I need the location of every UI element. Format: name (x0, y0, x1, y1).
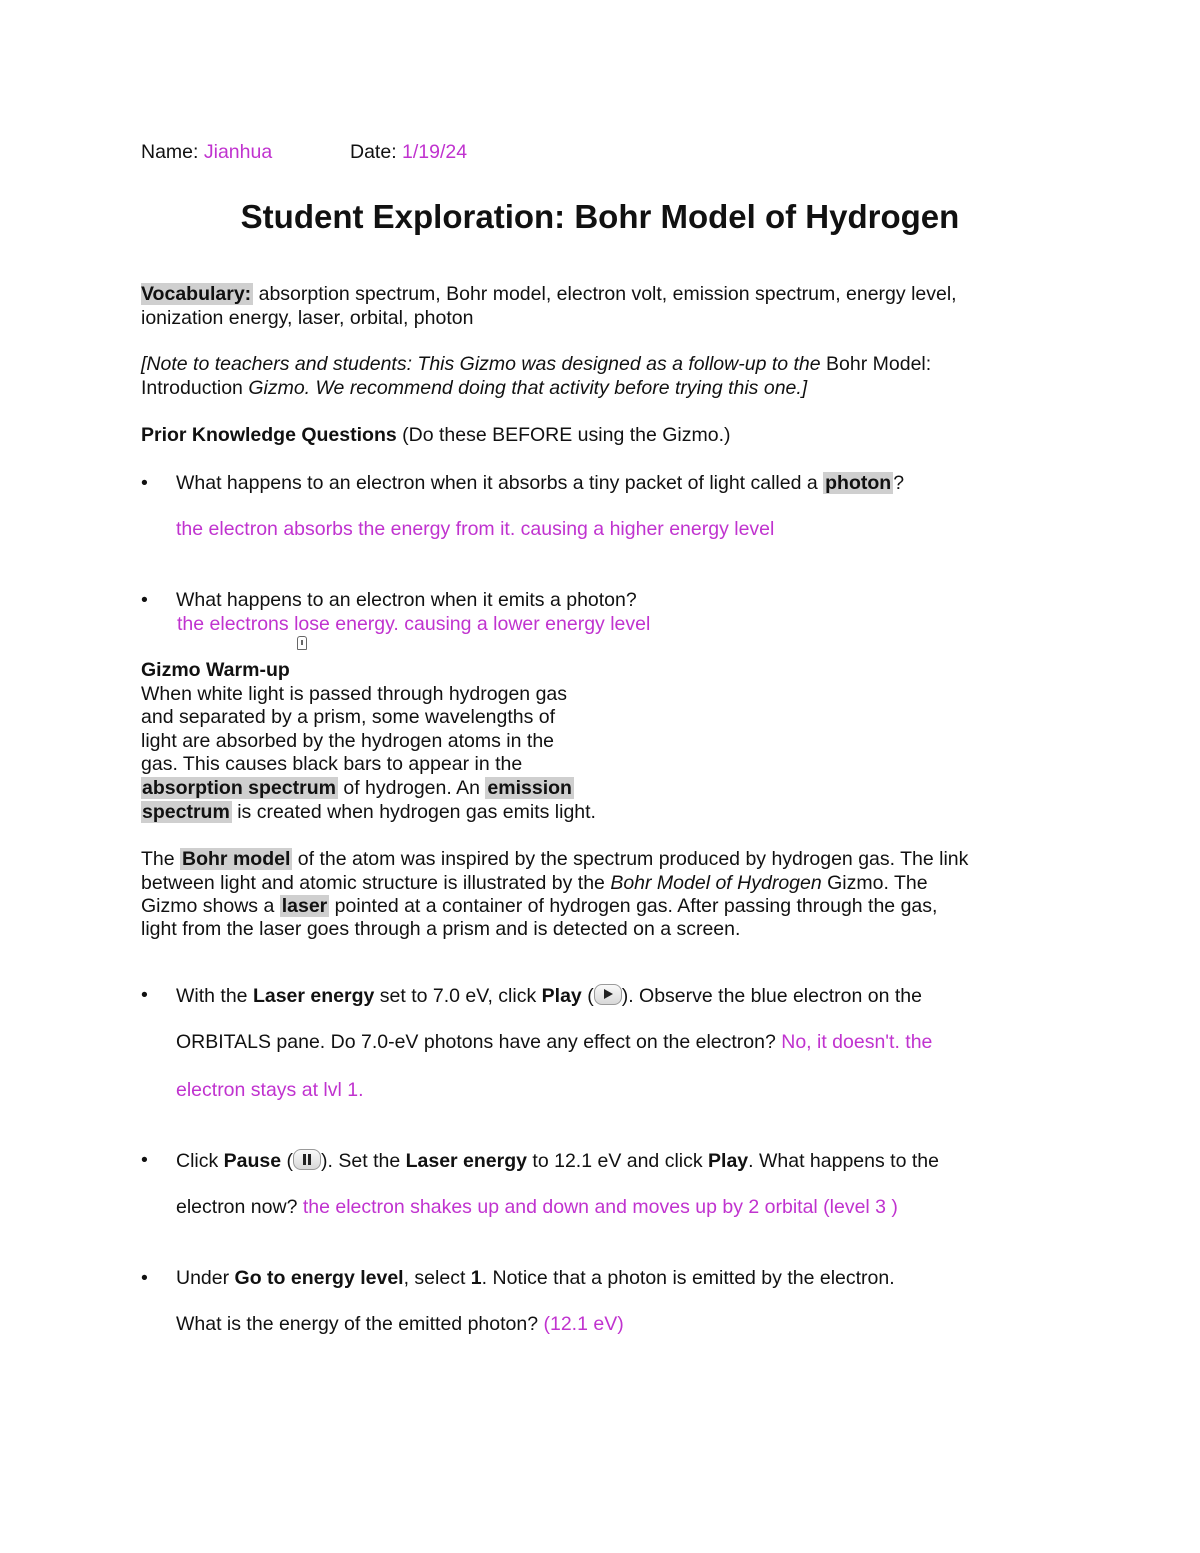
warmup-line: spectrum is created when hydrogen gas emits light. (142, 801, 596, 823)
step-2-line-2: electron now? the electron shakes up and down and moves up by 2 orbital (level 3 ) (176, 1196, 898, 1218)
term-absorption-spectrum: absorption spectrum (142, 777, 336, 799)
term-spectrum: spectrum (142, 801, 230, 823)
name-line (141, 141, 272, 164)
step-1-answer: No, it doesn't. the (781, 1031, 933, 1053)
prior-question-1: What happens to an electron when it absorbs a tiny packet of light called a photon ? (176, 472, 905, 494)
vocabulary-line-1: Vocabulary: absorption spectrum, Bohr model, electron volt, emission spectrum, energy level, (141, 283, 957, 305)
term-emission: emission (487, 777, 572, 799)
pause-icon (293, 1149, 321, 1170)
warmup-heading: Gizmo Warm-up (141, 659, 290, 681)
bohr-paragraph-line: between light and atomic structure is illustrated by the Bohr Model of Hydrogen Gizmo. The (141, 872, 928, 894)
prior-answer-2: the electrons lose energy. causing a lower energy level (177, 613, 651, 635)
bullet-marker: • (141, 984, 148, 1006)
name-value: Jianhua (203, 141, 273, 163)
step-1-line-2: ORBITALS pane. Do 7.0-eV photons have any effect on the electron? No, it doesn't. the (176, 1031, 933, 1053)
date-value: 1/19/24 (402, 141, 468, 163)
step-3-line-2: What is the energy of the emitted photon? (12.1 eV) (176, 1313, 624, 1335)
warmup-line: and separated by a prism, some wavelengths of (141, 706, 556, 728)
note-line-2: Introduction Gizmo. We recommend doing that activity before trying this one.] (141, 377, 808, 399)
step-3-line-1: Under Go to energy level, select 1. Notice that a photon is emitted by the electron. (176, 1267, 895, 1289)
term-bohr-model: Bohr model (182, 848, 291, 870)
step-1-answer-cont: electron stays at lvl 1. (176, 1079, 364, 1101)
page-title: Student Exploration: Bohr Model of Hydrogen (240, 198, 960, 235)
warmup-line: When white light is passed through hydrogen gas (141, 683, 568, 705)
bullet-marker: • (141, 1149, 148, 1171)
step-2-line-1: Click Pause ( ). Set the Laser energy to 12.1 eV and click Play. What happens to the (176, 1150, 939, 1172)
term-photon: photon (825, 472, 892, 494)
step-2-answer: the electron shakes up and down and moves up by 2 orbital (level 3 ) (302, 1196, 898, 1218)
bohr-paragraph-line: light from the laser goes through a prism and is detected on a screen. (141, 918, 741, 940)
warmup-line: light are absorbed by the hydrogen atoms in the (141, 730, 555, 752)
date-label: Date: (350, 141, 397, 163)
vocabulary-line-2: ionization energy, laser, orbital, photon (141, 307, 474, 329)
term-laser: laser (281, 895, 328, 917)
prior-knowledge-heading: Prior Knowledge Questions (Do these BEFORE using the Gizmo.) (141, 424, 731, 446)
name-label: Name: (141, 141, 199, 163)
date-line (350, 141, 467, 164)
note-line-1: [Note to teachers and students: This Gizmo was designed as a follow-up to the Bohr Model: (141, 353, 932, 375)
prior-answer-1: the electron absorbs the energy from it. causing a higher energy level (176, 518, 775, 540)
warmup-line: gas. This causes black bars to appear in the (141, 753, 523, 775)
bohr-paragraph-line: The Bohr model of the atom was inspired by the spectrum produced by hydrogen gas. The link (141, 848, 969, 870)
play-icon (594, 984, 622, 1005)
prior-question-2: What happens to an electron when it emits a photon? (176, 589, 637, 611)
bullet-marker: • (141, 589, 148, 611)
step-1-line-1: With the Laser energy set to 7.0 eV, click Play ( ). Observe the blue electron on the (176, 985, 922, 1007)
step-3-answer: (12.1 eV) (543, 1313, 624, 1335)
bohr-paragraph-line: Gizmo shows a laser pointed at a container of hydrogen gas. After passing through the gas, (141, 895, 938, 917)
text-cursor-icon (297, 636, 307, 650)
bullet-marker: • (141, 472, 148, 494)
vocabulary-label: Vocabulary: (141, 283, 252, 305)
warmup-line: absorption spectrum of hydrogen. An emission (142, 777, 572, 799)
bullet-marker: • (141, 1267, 148, 1289)
